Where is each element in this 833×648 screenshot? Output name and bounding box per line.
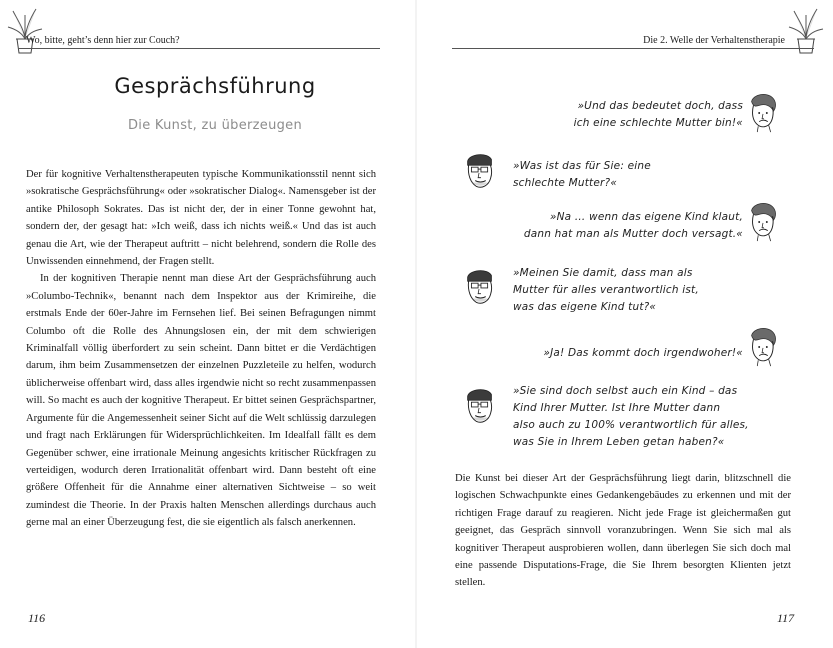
dialogue-line: »Meinen Sie damit, dass man als <box>513 267 693 279</box>
client-face-icon <box>742 326 784 368</box>
dialogue-line: dann hat man als Mutter doch versagt.« <box>523 228 743 240</box>
dialogue-line: »Was ist das für Sie: eine <box>513 160 651 172</box>
dialogue-therapist-1 <box>513 158 651 192</box>
paragraph: Der für kognitive Verhaltenstherapeuten typische Kommunikationsstil nennt sich »sokratische Gesprächsführung« oder »sokratischer Dialog«. Namensgeber ist der antike Philosoph Sokrates. Das ist nicht der, der in einer Tonne gewohnt hat, sondern der, der gesagt hat: »Ich weiß, dass ich nichts weiß.« Und das ist auch genau die Art, wie der Therapeut auftritt – nicht belehrend, sondern die Rolle des Unwissenden einnehmend, der Fragen stellt. <box>26 169 376 268</box>
dialogue-line: »Na … wenn das eigene Kind klaut, <box>549 211 743 223</box>
header-rule <box>452 48 814 49</box>
running-head-left: Wo, bitte, geht’s denn hier zur Couch? <box>26 35 180 46</box>
chapter-subtitle: Die Kunst, zu überzeugen <box>127 118 303 133</box>
therapist-face-icon <box>459 266 501 308</box>
dialogue-line: Kind Ihrer Mutter. Ist Ihre Mutter dann <box>513 402 721 414</box>
page-number-right: 117 <box>777 611 795 625</box>
paragraph: In der kognitiven Therapie nennt man diese Art der Gesprächsführung auch »Columbo-Technik«, benannt nach dem Inspektor aus der Krimireihe, die erstmals Ende der 60er-Jahre im Fernsehen lief. Bei seinen Befragungen nimmt Columbo oft die Rolle des Ahnungslosen ein, der mit dem schwierigen Kriminalfall völlig überfordert zu sein scheint. Dann bittet er die Verdächtigen darum, ihm beim Zusammensetzen der einzelnen Puzzleteile zu helfen, wodurch üblicherweise offenbart wird, dass alles irgendwie nicht so recht zusammenpassen will. So macht es auch der kognitive Therapeut. Er bittet seinen Gesprächspartner, Argumente für die Angemessenheit seiner Sicht auf die Welt schlüssig darzulegen und fragt nach Erklärungen für Widersprüchlichkeiten. Im Idealfall fällt es dem Gegenüber schwer, eine irrationale Meinung angesichts kritischer Rückfragen zu verteidigen, wodurch deren Irrationalität offenbart wird. Dann besteht oft eine größere Offenheit für die Annahme einer alternativen Sichtweise – so weit zumindest die Theorie. In der Praxis halten Menschen allerdings durchaus auch gerne mal an einer Überzeugung fest, die sie eigentlich als falsch anerkennen. <box>26 273 376 529</box>
dialogue-client-3 <box>543 345 743 362</box>
therapist-face-icon <box>459 150 501 192</box>
dialogue-line: Mutter für alles verantwortlich ist, <box>513 284 699 296</box>
right-body-text <box>455 470 791 592</box>
dialogue-client-2 <box>524 209 743 243</box>
dialogue-line: was das eigene Kind tut?« <box>513 301 657 313</box>
header-rule <box>18 48 380 49</box>
dialogue-line: was Sie in Ihrem Leben getan haben?« <box>513 436 725 448</box>
dialogue-therapist-2 <box>513 265 699 316</box>
client-face-icon <box>742 92 784 134</box>
dialogue-therapist-3 <box>513 383 749 451</box>
dialogue-line: ich eine schlechte Mutter bin!« <box>573 117 743 129</box>
chapter-title: Gesprächsführung <box>114 74 316 98</box>
dialogue-line: schlechte Mutter?« <box>513 177 617 189</box>
running-head-right: Die 2. Welle der Verhaltenstherapie <box>643 35 785 46</box>
paragraph: Die Kunst bei dieser Art der Gesprächsführung liegt darin, blitzschnell die logischen Schwachpunkte eines Gedankengebäudes zu erkennen und mit der richtigen Frage darauf zu reagieren. Nicht jede Frage ist gleichermaßen gut geeignet, das Gespräch sinnvoll voranzubringen. Wenn Sie sich mal als kognitiver Therapeut ausprobieren wollen, dann überlegen Sie sich doch mal eine passende Disputations-Frage, die Sie Ihrem besorgten Klienten jetzt stellen. <box>455 473 791 589</box>
therapist-face-icon <box>459 385 501 427</box>
dialogue-line: »Sie sind doch selbst auch ein Kind – das <box>513 385 738 397</box>
left-page <box>0 0 416 648</box>
right-page <box>417 0 833 648</box>
dialogue-line: »Ja! Das kommt doch irgendwoher!« <box>543 347 743 359</box>
client-face-icon <box>742 201 784 243</box>
dialogue-line: »Und das bedeutet doch, dass <box>577 100 743 112</box>
left-body-text <box>26 166 376 532</box>
dialogue-client-1 <box>574 98 743 132</box>
page-number-left: 116 <box>28 611 46 625</box>
dialogue-line: also auch zu 100% verantwortlich für alles, <box>513 419 749 431</box>
